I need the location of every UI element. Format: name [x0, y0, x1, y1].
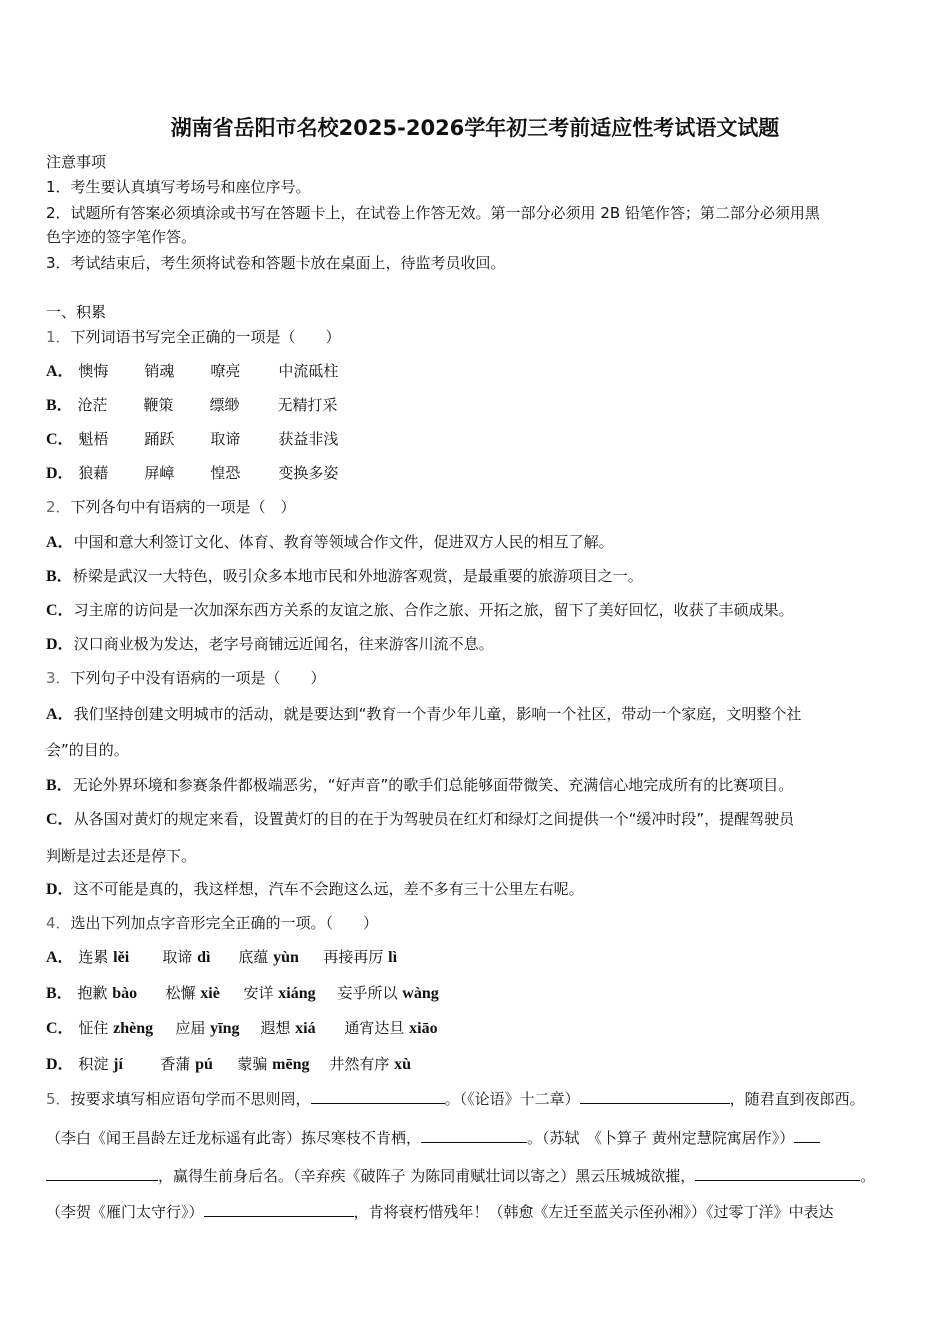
word: 积淀 [78, 1055, 109, 1073]
pinyin: mēng [272, 1056, 310, 1073]
page-title: 湖南省岳阳市名校2025-2026学年初三考前适应性考试语文试题 [170, 116, 780, 140]
word: 安详 [243, 984, 274, 1002]
option-word: 缥缈 [209, 396, 240, 414]
fill-blank[interactable] [580, 1089, 730, 1104]
word: 怔住 [78, 1019, 109, 1037]
option-item [344, 1018, 437, 1039]
option-label: A． [46, 363, 74, 380]
question-4-option-a[interactable] [46, 947, 397, 968]
question-2-stem [46, 497, 296, 517]
word: 通宵达旦 [344, 1019, 405, 1037]
question-text: ，随君直到夜郎西。 [729, 1090, 865, 1108]
question-1-option-c[interactable] [46, 429, 338, 450]
question-4-stem [46, 913, 378, 933]
option-word: 无精打采 [277, 396, 338, 414]
option-item [162, 947, 238, 968]
question-4-option-d[interactable] [46, 1054, 411, 1075]
question-text: 。（苏轼 《卜算子 黄州定慧院寓居作》） [527, 1129, 795, 1147]
notice-heading: 注意事项 [46, 153, 107, 171]
question-2-option-d[interactable] [46, 634, 494, 655]
question-5-line-4 [46, 1202, 834, 1222]
pinyin: xiá [295, 1020, 316, 1037]
option-label: A． [46, 534, 74, 551]
question-3-option-c-cont: 判断是过去还是停下。 [46, 847, 197, 865]
question-text: ，肯将衰朽惜残年！（韩愈《左迁至蓝关示侄孙湘》）《过零丁洋》中表达 [353, 1203, 834, 1221]
option-text: 桥梁是武汉一大特色，吸引众多本地市民和外地游客观赏，是最重要的旅游项目之一。 [72, 567, 643, 585]
question-1-stem [46, 327, 341, 347]
option-text: 从各国对黄灯的规定来看，设置黄灯的目的在于为驾驶员在红灯和绿灯之间提供一个“缓冲时段”，提醒驾驶员 [73, 810, 795, 828]
question-4-option-b[interactable] [46, 983, 439, 1004]
word: 井然有序 [329, 1055, 390, 1073]
question-text: 选出下列加点字音形完全正确的一项。（ ） [70, 914, 379, 932]
option-label: A． [46, 949, 74, 966]
notice-item: 色字迹的签字笔作答。 [46, 228, 197, 246]
question-3-option-a[interactable] [46, 704, 801, 725]
option-word: 中流砥柱 [278, 362, 339, 380]
option-label: D． [46, 1056, 74, 1073]
word: 遐想 [260, 1019, 291, 1037]
notice-item: 3．考试结束后，考生须将试卷和答题卡放在桌面上，待监考员收回。 [46, 254, 506, 272]
question-1-option-d[interactable] [46, 463, 338, 484]
option-item [78, 1018, 175, 1039]
pinyin: jí [113, 1056, 123, 1073]
fill-blank[interactable] [794, 1128, 820, 1143]
option-word: 魁梧 [78, 430, 109, 448]
option-label: C． [46, 431, 74, 448]
word: 抱歉 [77, 984, 108, 1002]
pinyin: xiáng [278, 985, 316, 1002]
question-2-option-b[interactable] [46, 566, 643, 587]
option-item [77, 983, 165, 1004]
question-3-option-d[interactable] [46, 879, 584, 900]
option-item [329, 1054, 411, 1075]
option-label: D． [46, 465, 74, 482]
option-word: 狼藉 [78, 464, 109, 482]
option-word: 取谛 [210, 430, 241, 448]
option-item [78, 947, 162, 968]
word: 取谛 [162, 948, 193, 966]
fill-blank[interactable] [421, 1128, 527, 1143]
option-word: 懊悔 [78, 362, 109, 380]
section-heading: 一、积累 [46, 303, 107, 321]
option-text: 我们坚持创建文明城市的活动，就是要达到“教育一个青少年儿童，影响一个社区，带动一个家庭，文明整个社 [73, 705, 802, 723]
option-label: B． [46, 985, 73, 1002]
question-3-option-a-cont: 会”的目的。 [46, 741, 129, 759]
pinyin: pú [195, 1056, 213, 1073]
option-label: B． [46, 568, 73, 585]
option-label: C． [46, 1020, 74, 1037]
word: 连累 [78, 948, 109, 966]
option-word: 惶恐 [210, 464, 241, 482]
option-word: 屏嶂 [144, 464, 175, 482]
word: 底蕴 [238, 948, 269, 966]
question-number: 2． [46, 498, 71, 516]
option-text: 这不可能是真的，我这样想，汽车不会跑这么远，差不多有三十公里左右呢。 [73, 880, 584, 898]
option-item [160, 1054, 237, 1075]
option-text: 汉口商业极为发达，老字号商铺远近闻名，往来游客川流不息。 [73, 635, 494, 653]
question-1-option-b[interactable] [46, 395, 337, 416]
option-word: 变换多姿 [278, 464, 339, 482]
option-text: 中国和意大利签订文化、体育、教育等领域合作文件，促进双方人民的相互了解。 [73, 533, 614, 551]
pinyin: lěi [113, 949, 130, 966]
question-2-option-c[interactable] [46, 600, 794, 621]
option-word: 获益非浅 [278, 430, 339, 448]
option-label: D． [46, 881, 74, 898]
option-word: 嘹亮 [210, 362, 241, 380]
question-text: 。（《论语》十二章） [444, 1090, 580, 1108]
option-item [175, 1018, 260, 1039]
pinyin: yīng [210, 1020, 240, 1037]
pinyin: zhèng [113, 1020, 154, 1037]
question-5-line-3 [46, 1166, 875, 1186]
question-number: 4． [46, 914, 71, 932]
word: 应届 [175, 1019, 206, 1037]
option-item [260, 1018, 344, 1039]
question-text: 下列句子中没有语病的一项是（ ） [70, 669, 326, 687]
option-word: 踊跃 [144, 430, 175, 448]
question-number: 5． [46, 1090, 71, 1108]
option-label: C． [46, 602, 74, 619]
question-number: 1． [46, 328, 71, 346]
pinyin: wàng [402, 985, 439, 1002]
question-text: 下列各句中有语病的一项是（ ） [70, 498, 296, 516]
question-5-line-2 [46, 1128, 820, 1148]
question-text: 按要求填写相应语句学而不思则罔， [70, 1090, 311, 1108]
pinyin: yùn [273, 949, 299, 966]
pinyin: bào [112, 985, 138, 1002]
option-item [323, 947, 397, 968]
word: 妄乎所以 [337, 984, 398, 1002]
fill-blank[interactable] [695, 1166, 860, 1181]
question-text: 下列词语书写完全正确的一项是（ ） [70, 328, 341, 346]
question-2-option-a[interactable] [46, 532, 614, 553]
pinyin: xiāo [409, 1020, 438, 1037]
option-word: 销魂 [144, 362, 175, 380]
word: 再接再厉 [323, 948, 384, 966]
option-text: 习主席的访问是一次加深东西方关系的友谊之旅、合作之旅、开拓之旅，留下了美好回忆，收获了丰硕成果。 [73, 601, 794, 619]
option-item [243, 983, 337, 1004]
question-4-option-c[interactable] [46, 1018, 438, 1039]
option-item [237, 1054, 329, 1075]
word: 松懈 [165, 984, 196, 1002]
question-text: （李白《闻王昌龄左迁龙标遥有此寄）拣尽寒枝不肯栖， [46, 1129, 422, 1147]
option-label: C． [46, 811, 74, 828]
option-label: A． [46, 706, 74, 723]
question-text: （李贺《雁门太守行》） [46, 1203, 204, 1221]
option-item [337, 983, 438, 1004]
pinyin: xù [394, 1056, 412, 1073]
option-label: D． [46, 636, 74, 653]
option-label: B． [46, 777, 73, 794]
option-item [165, 983, 243, 1004]
question-5-line-1 [46, 1089, 865, 1109]
word: 蒙骗 [237, 1055, 268, 1073]
question-1-option-a[interactable] [46, 361, 338, 382]
word: 香蒲 [160, 1055, 191, 1073]
question-text: 。 [860, 1167, 876, 1185]
fill-blank[interactable] [311, 1089, 445, 1104]
option-item [78, 1054, 160, 1075]
option-word: 鞭策 [143, 396, 174, 414]
question-3-option-b[interactable] [46, 775, 793, 796]
pinyin: xiè [200, 985, 220, 1002]
fill-blank[interactable] [204, 1202, 354, 1217]
notice-item: 1．考生要认真填写考场号和座位序号。 [46, 178, 311, 196]
notice-item: 2．试题所有答案必须填涂或书写在答题卡上，在试卷上作答无效。第一部分必须用 2B 铅笔作答；第二部分必须用黑 [46, 204, 820, 222]
option-item [238, 947, 323, 968]
question-text: ，赢得生前身后名。（辛弃疾《破阵子 为陈同甫赋壮词以寄之）黑云压城城欲摧， [158, 1167, 696, 1185]
pinyin: dì [197, 949, 211, 966]
pinyin: lì [388, 949, 398, 966]
question-3-option-c[interactable] [46, 809, 794, 830]
question-3-stem [46, 668, 326, 688]
option-word: 沧茫 [77, 396, 108, 414]
question-number: 3． [46, 669, 71, 687]
fill-blank[interactable] [46, 1166, 158, 1181]
option-text: 无论外界环境和参赛条件都极端恶劣，“好声音”的歌手们总能够面带微笑、充满信心地完成所有的比赛项目。 [72, 776, 794, 794]
option-label: B． [46, 397, 73, 414]
